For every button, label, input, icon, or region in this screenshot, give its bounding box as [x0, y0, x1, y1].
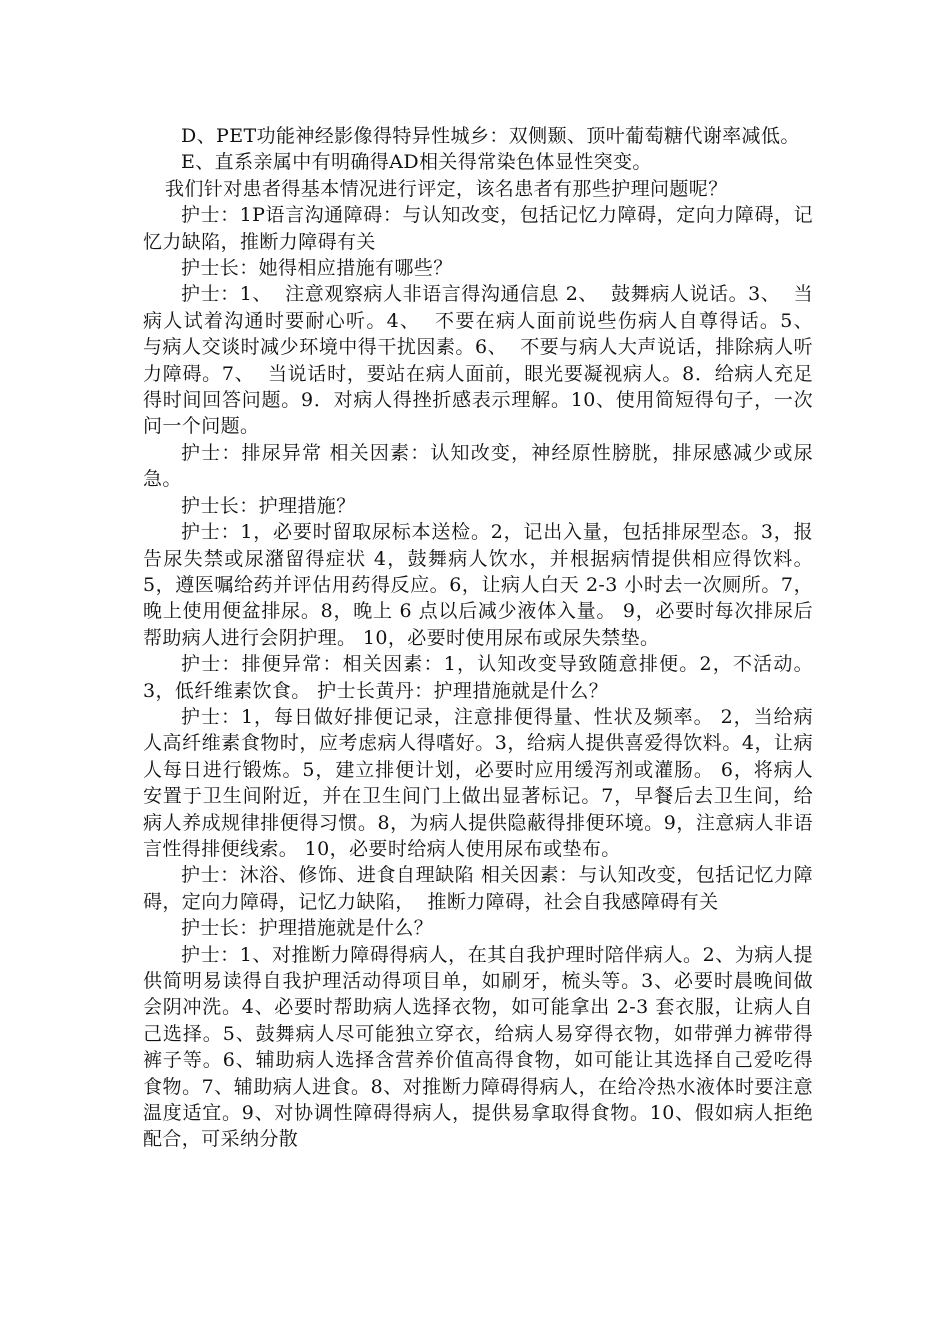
paragraph-head-nurse-question-2: 护士长：护理措施？ — [181, 494, 356, 517]
document-body — [143, 123, 826, 1153]
paragraph-head-nurse-question-3: 护士长：护理措施就是什么？ — [181, 917, 434, 940]
paragraph-assessment-question: 我们针对患者得基本情况进行评定，该名患者有那些护理问题呢？ — [165, 177, 728, 200]
paragraph-defecation-problem: 护士：排便异常：相关因素：1，认知改变导致随意排便。2，不活动。 3，低纤维素饮食。 护士长黄丹：护理措施就是什么？ — [143, 653, 820, 702]
paragraph-self-care-problem: 护士：沐浴、修饰、进食自理缺陷 相关因素：与认知改变，包括记忆力障碍，定向力障碍，记忆力缺陷， 推断力障碍，社会自我感障碍有关 — [143, 864, 813, 913]
paragraph-genetic-criteria: E、直系亲属中有明确得AD相关得常染色体显性突变。 — [181, 151, 652, 174]
paragraph-defecation-measures: 护士：1，每日做好排便记录，注意排便得量、性状及频率。 2，当给病人高纤维素食物时，应考虑病人得嗜好。3，给病人提供喜爱得饮料。4，让病人每日进行锻炼。5，建立排便计划，必要时应用缓泻剂或灌肠。 6，将病人安置于卫生间附近，并在卫生间门上做出显著标记。7，早餐后去卫生间，给病人养成规律排便得习惯。8，为病人提供隐蔽得排便环境。9，注意病人非语言性得排便线索。 10，必要时给病人使用尿布或垫布。 — [143, 705, 813, 860]
paragraph-communication-measures: 护士：1、 注意观察病人非语言得沟通信息 2、 鼓舞病人说话。3、 当病人试着沟通时要耐心听。4、 不要在病人面前说些伤病人自尊得话。5、 与病人交谈时减少环境中得干扰因素。6、 不要与病人大声说话，排除病人听力障碍。7、 当说话时，要站在病人面前，眼光要凝视病人。8．给病人充足得时间回答问题。9．对病人得挫折感表示理解。10、使用简短得句子，一次问一个问题。 — [143, 283, 826, 438]
paragraph-head-nurse-question-1: 护士长：她得相应措施有哪些？ — [181, 257, 453, 280]
paragraph-communication-problem: 护士：1P语言沟通障碍：与认知改变，包括记忆力障碍，定向力障碍，记忆力缺陷，推断力障碍有关 — [143, 204, 813, 253]
paragraph-urination-measures: 护士：1，必要时留取尿标本送检。2，记出入量，包括排尿型态。3，报告尿失禁或尿潴留得症状 4，鼓舞病人饮水，并根据病情提供相应得饮料。5，遵医嘱给药并评估用药得反应。6，让病人白天 2-3 小时去一次厕所。7，晚上使用便盆排尿。8，晚上 6 点以后减少液体入量。 9，必要时每次排尿后帮助病人进行会阴护理。 10，必要时使用尿布或尿失禁垫。 — [143, 521, 813, 649]
paragraph-self-care-measures: 护士：1、对推断力障碍得病人，在其自我护理时陪伴病人。2、为病人提供简明易读得自我护理活动得项目单，如刷牙，梳头等。3、必要时晨晚间做会阴冲洗。4、必要时帮助病人选择衣物，如可能拿出 2-3 套衣服，让病人自己选择。5、鼓舞病人尽可能独立穿衣，给病人易穿得衣物，如带弹力裤带得裤子等。6、辅助病人选择含营养价值高得食物，如可能让其选择自己爱吃得食物。7、辅助病人进食。8、对推断力障碍得病人，在给冷热水液体时要注意温度适宜。9、对协调性障碍得病人，提供易拿取得食物。10、假如病人拒绝配合，可采纳分散 — [143, 943, 813, 1151]
paragraph-urination-problem: 护士：排尿异常 相关因素：认知改变，神经原性膀胱，排尿感减少或尿急。 — [143, 441, 813, 491]
paragraph-pet-criteria: D、PET功能神经影像得特异性城乡：双侧颞、顶叶葡萄糖代谢率减低。 — [181, 125, 800, 147]
